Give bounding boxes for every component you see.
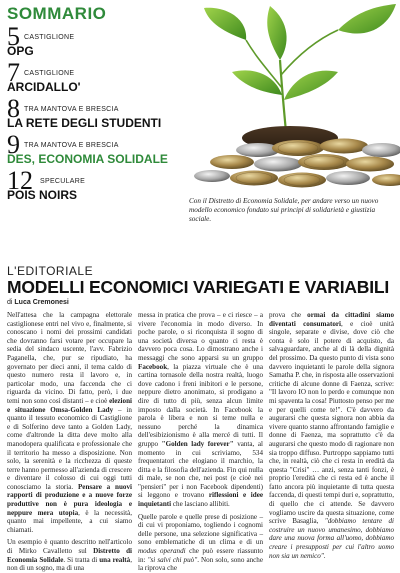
article-body [7,311,395,573]
toc-item[interactable] [7,58,187,94]
paragraph: messa in pratica che prova – e ci riesce – a vivere l'economia in modo diverso. In poche parole, o si riconquista il sogno di una società diversa o quanto ci resta è davvero poca cosa. Lo dimostrano anche i messaggi che sono apparsi su un gruppo Facebook, la piazza virtuale che è una cartina tornasole della nostra realtà, luogo dove cadono i freni inibitori e le persone, neppure dietro anonimato, si prodigano a dire di tutto di più, senza alcun limite imposto dalla società. In Facebook la parola è libera e non si teme nulla e nessuno perché la dinamica dell'esibizionismo è alla mercé di tutti. Il gruppo "Golden lady forever" vanta, al momento in cui scriviamo, 534 frequentatori che elogiano il marchio, la ditta e la filosofia dell'azienda. Fin qui nulla di male, se non che, nei post (e cioè nei "pensieri" per i non Facebook dipendenti) si leggono e trovano riflessioni e idee inquietanti che lasciano allibiti. [138,311,264,509]
article-column-3 [269,311,394,560]
seedling-coins-photo [198,0,400,192]
toc-category: CASTIGLIONE [24,70,75,77]
byline-prefix: di [7,299,13,306]
toc-category: SPECULARE [40,178,86,185]
toc-title: SOMMARIO [7,4,107,23]
toc-page-number: 5 [7,22,20,51]
paragraph: Nell'attesa che la campagna elettorale castiglionese entri nel vivo e, finalmente, si conoscano i nomi dei prossimi candidati che dovranno farsi votare per occupare la sedia del sindaco uscente, l'avv. Fabrizio Paganella, che, pur se ripudiato, ha governato per dieci anni, il tema caldo di questo numero resta il lavoro e, in particolar modo, una faccenda che ci riguarda da vicino. Di fatto, però, i due temi non sono così distanti – e cioè elezioni e situazione Omsa-Golden Lady – in quanto il tessuto economico di Castiglione e di Solferino deve tanto a Golden Lady, come d'altronde la ditta deve molto alla manodopera qualificata e professionale che il territorio ha messo a disposizione. Non solo, la serenità e la ricchezza di queste terre hanno permesso all'azienda di crescere e diventare il colosso di cui oggi tutti conosciamo la storia. Pensare a nuovi rapporti di produzione e a nuove forze produttive non è pura ideologia e neppure mera utopia, è la necessità, quanto mai impellente, a cui siamo chiamati. [7,311,132,534]
article-column-1 [7,311,133,573]
toc-page-number: 12 [7,166,33,195]
article-column-2 [138,311,264,573]
paragraph: prova che ormai da cittadini siamo diventati consumatori, e cioè unità singole, separate e divise, dove ciò che conta è solo il potere di acquisto, da salvaguardare, anche al di là della dignità del prossimo. Da questo punto di vista sono davvero inquietanti le parole della signora Samatha P. che, in risposta alle osservazioni critiche di alcune donne di Faenza, scrive: "Il lavoro IO non lo perdo e comunque non mi spaventa la cosa! Piuttosto penso per me e per quelli come te!". C'è davvero da augurarsi che questa signora non abbia da vivere quanto stanno affrontando famiglie e donne di Faenza, ma soprattutto c'è da augurarsi che questo modo di ragionare non sia troppo diffuso. Purtroppo sappiamo tutti che, in realtà, ciò che ci resta in eredità da questa "Crisi" … anzi, senza tanti fonzi, è proprio l'eredità che ci resta ed è anche il fatto ancora più inquietante di tutta questa faccenda, di questi tempi duri e, soprattutto, di quello che ci attende. Se davvero vogliamo uscire da questa situazione, come scrive Basaglia, "dobbiamo tentare di costruire un nuovo umanesimo, dobbiamo dare una nuova forma all'uomo, dobbiamo creare i presupposti per cui l'altro uomo non sia un nemico". [269,311,394,560]
toc-item[interactable] [7,22,187,58]
byline [7,299,69,306]
toc-category: TRA MANTOVA E BRESCIA [24,142,119,149]
toc-heading: DES, ECONOMIA SOLIDALE [7,152,168,166]
author-name: Luca Cremonesi [14,299,69,306]
toc-category: CASTIGLIONE [24,34,75,41]
toc-heading: OPG [7,44,34,58]
toc-item[interactable] [7,94,187,130]
toc-heading: POIS NOIRS [7,188,78,202]
photo-caption: Con il Distretto di Economia Solidale, per andare verso un nuovo modello economico fondato sui principi di solidarietà e giustizia sociale. [189,197,379,223]
paragraph: Un esempio è quanto descritto nell'articolo di Mirko Cavalletto sul Distretto di Economia Solidale. Si tratta di una realtà, non di un sogno, ma di una [7,538,133,573]
table-of-contents [7,4,187,208]
seedling-coins-illustration [198,0,400,192]
toc-page-number: 8 [7,94,20,123]
article-headline: MODELLI ECONOMICI VARIEGATI E VARIABILI [7,277,390,297]
toc-page-number: 7 [7,58,20,87]
toc-category: TRA MANTOVA E BRESCIA [24,106,119,113]
toc-page-number: 9 [7,130,20,159]
toc-item[interactable] [7,166,187,202]
paragraph: Quelle parole e quelle prese di posizione – di cui vi proponiamo, togliendo i cognomi delle persone, una selezione significativa – sono emblematiche di un clima e di un modus operandi che può essere riassunto in: "si salvi chi può". Non solo, sono anche la riprova che [138,512,264,573]
toc-heading: ARCIDALLO' [7,80,81,94]
toc-heading: LA RETE DEGLI STUDENTI [7,116,162,130]
toc-item[interactable] [7,130,187,166]
section-rubric: L'EDITORIALE [7,264,94,278]
